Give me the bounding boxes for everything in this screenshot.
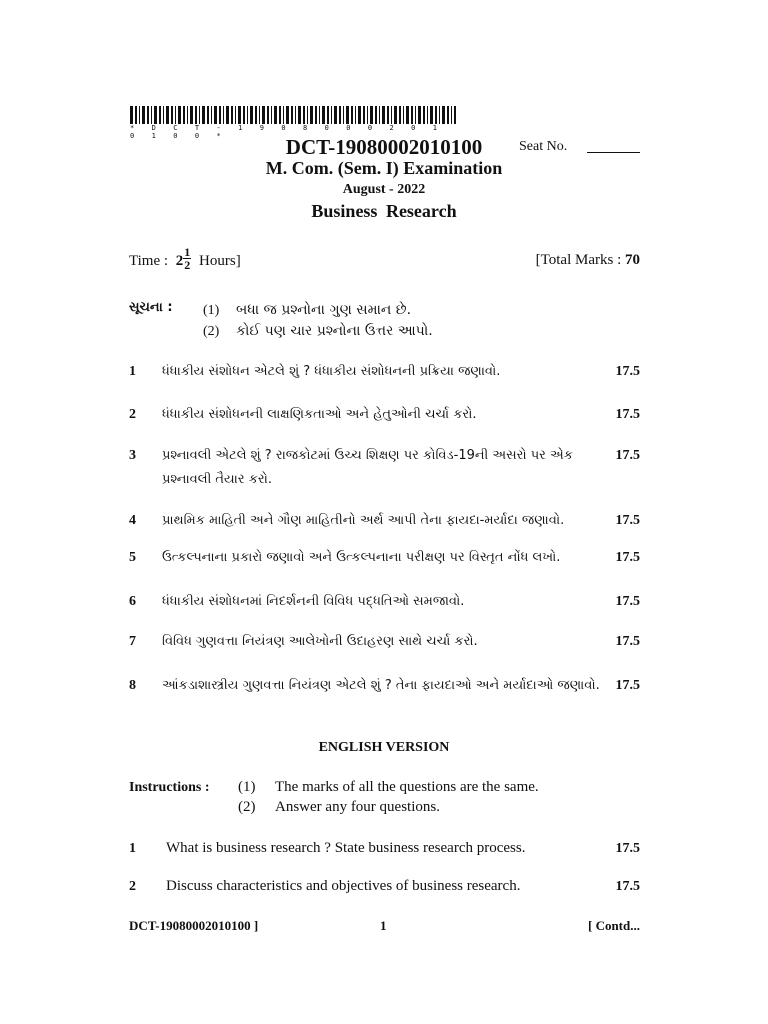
english-question-2-marks: 17.5: [615, 879, 640, 894]
instruction-number: (2): [203, 324, 220, 339]
english-question-2-text: Discuss characteristics and objectives of business research.: [166, 878, 521, 894]
seat-number-label: Seat No.: [519, 139, 568, 154]
total-marks: [536, 252, 640, 269]
footer-continued: [ Contd...: [587, 918, 640, 933]
gujarati-question-1-marks: 17.5: [615, 364, 640, 379]
gujarati-instructions-label: સૂચના :: [129, 300, 173, 315]
footer-paper-code: DCT-19080002010100 ]: [129, 918, 259, 933]
english-question-1-marks: 17.5: [615, 841, 640, 856]
instruction-text: Answer any four questions.: [275, 799, 440, 815]
gujarati-question-8-marks: 17.5: [615, 678, 640, 693]
gujarati-question-6-text: ધંધાકીય સંશોધનમાં નિદર્શનની વિવિધ પદ્ધતિઓ સમજાવો.: [162, 594, 465, 609]
gujarati-question-5-number: 5: [129, 550, 136, 565]
gujarati-question-6-number: 6: [129, 594, 136, 609]
instruction-text: The marks of all the questions are the same.: [275, 779, 539, 795]
gujarati-question-4-marks: 17.5: [615, 513, 640, 528]
instruction-text: કોઈ પણ ચાર પ્રશ્નોના ઉત્તર આપો.: [236, 323, 433, 339]
instruction-text: બધા જ પ્રશ્નોના ગુણ સમાન છે.: [236, 302, 412, 318]
barcode-text: * D C T - 1 9 0 8 0 0 0 2 0 1 0 1 0 0 *: [130, 124, 444, 140]
time-whole: 2: [175, 252, 184, 269]
gujarati-question-4-text: પ્રાથમિક માહિતી અને ગૌણ માહિતીનો અર્થ આપી તેના ફાયદા-મર્યાદા જણાવો.: [162, 513, 565, 528]
gujarati-question-8-number: 8: [129, 678, 136, 693]
time-fraction-numerator: 1: [184, 245, 191, 259]
seat-number-blank: [587, 152, 640, 153]
total-marks-label: [Total Marks :: [535, 252, 622, 268]
exam-title: M. Com. (Sem. I) Examination: [265, 158, 503, 178]
gujarati-question-2-marks: 17.5: [615, 407, 640, 422]
gujarati-instruction-2: [203, 323, 433, 340]
gujarati-instruction-1: [203, 302, 411, 319]
gujarati-question-7-text: વિવિધ ગુણવત્તા નિયંત્રણ આલેખોની ઉદાહરણ સાથે ચર્ચા કરો.: [162, 634, 478, 649]
time-unit: Hours]: [199, 252, 241, 269]
instruction-number: (1): [238, 779, 256, 795]
barcode: [130, 106, 456, 124]
english-question-1-text: What is business research ? State business research process.: [166, 840, 526, 856]
gujarati-question-3-marks: 17.5: [615, 448, 640, 463]
english-instruction-1: [238, 779, 539, 796]
gujarati-question-3-text: પ્રશ્નાવલી એટલે શું ? રાજકોટમાં ઉચ્ચ શિક્ષણ પર કોવિડ-19ની અસરો પર એક પ્રશ્નાવલી તૈયાર કરો.: [162, 448, 573, 487]
gujarati-question-1-text: ધંધાકીય સંશોધન એટલે શું ? ધંધાકીય સંશોધનની પ્રક્રિયા જણાવો.: [162, 364, 501, 379]
paper-code: DCT-19080002010100: [285, 135, 483, 159]
english-instruction-2: [238, 799, 440, 816]
gujarati-question-5-text: ઉત્કલ્પનાના પ્રકારો જણાવો અને ઉત્કલ્પનાના પરીક્ષણ પર વિસ્તૃત નોંધ લખો.: [162, 550, 561, 565]
time-fraction-denominator: 2: [184, 258, 191, 272]
gujarati-question-6-marks: 17.5: [615, 594, 640, 609]
time-allowed: [129, 245, 241, 272]
time-fraction: [183, 246, 191, 271]
gujarati-question-3-number: 3: [129, 448, 136, 463]
gujarati-question-4-number: 4: [129, 513, 136, 528]
gujarati-question-2-text: ધંધાકીય સંશોધનની લાક્ષણિકતાઓ અને હેતુઓની ચર્ચા કરો.: [162, 407, 477, 422]
instruction-number: (2): [238, 799, 256, 815]
english-version-heading: ENGLISH VERSION: [318, 740, 450, 755]
gujarati-question-7-number: 7: [129, 634, 136, 649]
total-marks-value: 70: [625, 252, 640, 268]
footer-page-number: 1: [380, 918, 387, 933]
subject-title: Business Research: [311, 201, 457, 221]
time-label: Time :: [129, 252, 169, 269]
english-instructions-label: Instructions :: [129, 780, 210, 795]
gujarati-question-7-marks: 17.5: [615, 634, 640, 649]
english-question-2-number: 2: [129, 879, 136, 894]
gujarati-question-1-number: 1: [129, 364, 136, 379]
exam-month: August - 2022: [342, 182, 426, 197]
instruction-number: (1): [203, 303, 220, 318]
gujarati-question-5-marks: 17.5: [615, 550, 640, 565]
gujarati-question-2-number: 2: [129, 407, 136, 422]
english-question-1-number: 1: [129, 841, 136, 856]
paper-code-line: [0, 135, 768, 160]
gujarati-question-8-text: આંકડાશાસ્ત્રીય ગુણવત્તા નિયંત્રણ એટલે શું ? તેના ફાયદાઓ અને મર્યાદાઓ જણાવો.: [162, 678, 600, 693]
